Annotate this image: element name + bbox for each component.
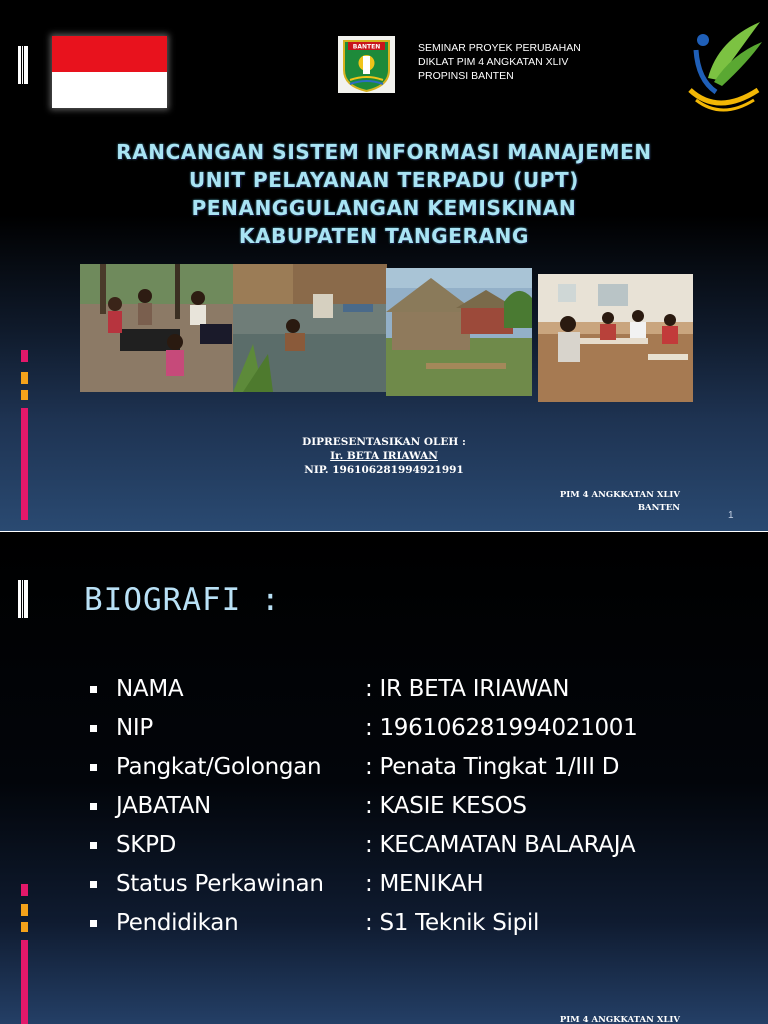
photo-stilt-houses (386, 268, 532, 396)
page-number: 1 (728, 510, 734, 521)
title-line: KABUPATEN TANGERANG (238, 224, 530, 248)
slide-footer: PIM 4 ANGKKATAN XLIV (559, 1015, 680, 1024)
item-label: JABATAN (116, 793, 211, 819)
bullet-icon (90, 764, 97, 771)
slide-decoration-bars (18, 580, 28, 618)
item-label: NIP (116, 715, 153, 741)
slide-title: BIOGRAFI : (84, 582, 281, 618)
photo-washing-river (233, 264, 387, 392)
slide-footer (480, 489, 680, 515)
bullet-icon (90, 881, 97, 888)
footer-line: BANTEN (637, 503, 680, 513)
item-label: Pendidikan (116, 910, 239, 936)
crest-label: BANTEN (352, 43, 381, 51)
leaf-emblem-icon (688, 20, 763, 115)
seminar-line: SEMINAR PROYEK PERUBAHAN (418, 42, 581, 54)
biography-slide (0, 532, 768, 1024)
presentation-title (30, 138, 738, 250)
item-label: Status Perkawinan (116, 871, 324, 897)
presenter-block (200, 435, 568, 477)
side-accent-stripe (21, 350, 28, 520)
item-value: : S1 Teknik Sipil (365, 910, 540, 936)
photo-children-playing (80, 264, 235, 392)
item-value: : Penata Tingkat 1/III D (365, 754, 620, 780)
bullet-icon (90, 842, 97, 849)
item-value: : KASIE KESOS (365, 793, 527, 819)
title-line: RANCANGAN SISTEM INFORMASI MANAJEMEN (116, 140, 652, 164)
side-accent-stripe (21, 884, 28, 1024)
presenter-name: Ir. BETA IRIAWAN (330, 450, 438, 462)
bullet-icon (90, 920, 97, 927)
presenter-nip: NIP. 196106281994921991 (304, 464, 464, 476)
slide-decoration-bars (18, 46, 28, 84)
indonesia-flag-icon (52, 36, 167, 108)
item-label: Pangkat/Golongan (116, 754, 322, 780)
banten-crest-icon (338, 36, 395, 93)
bullet-icon (90, 803, 97, 810)
bullet-icon (90, 725, 97, 732)
presenter-heading: DIPRESENTASIKAN OLEH : (302, 436, 466, 448)
bullet-icon (90, 686, 97, 693)
seminar-line: PROPINSI BANTEN (418, 70, 514, 82)
item-value: : 196106281994021001 (365, 715, 638, 741)
title-line: PENANGGULANGAN KEMISKINAN (191, 196, 577, 220)
item-value: : KECAMATAN BALARAJA (365, 832, 636, 858)
seminar-caption (418, 41, 581, 83)
item-label: NAMA (116, 676, 184, 702)
item-value: : MENIKAH (365, 871, 484, 897)
item-value: : IR BETA IRIAWAN (365, 676, 570, 702)
photo-classroom (538, 274, 693, 402)
footer-line: PIM 4 ANGKKATAN XLIV (559, 490, 680, 500)
title-line: UNIT PELAYANAN TERPADU (UPT) (188, 168, 580, 192)
item-label: SKPD (116, 832, 177, 858)
seminar-line: DIKLAT PIM 4 ANGKATAN XLIV (418, 56, 569, 68)
